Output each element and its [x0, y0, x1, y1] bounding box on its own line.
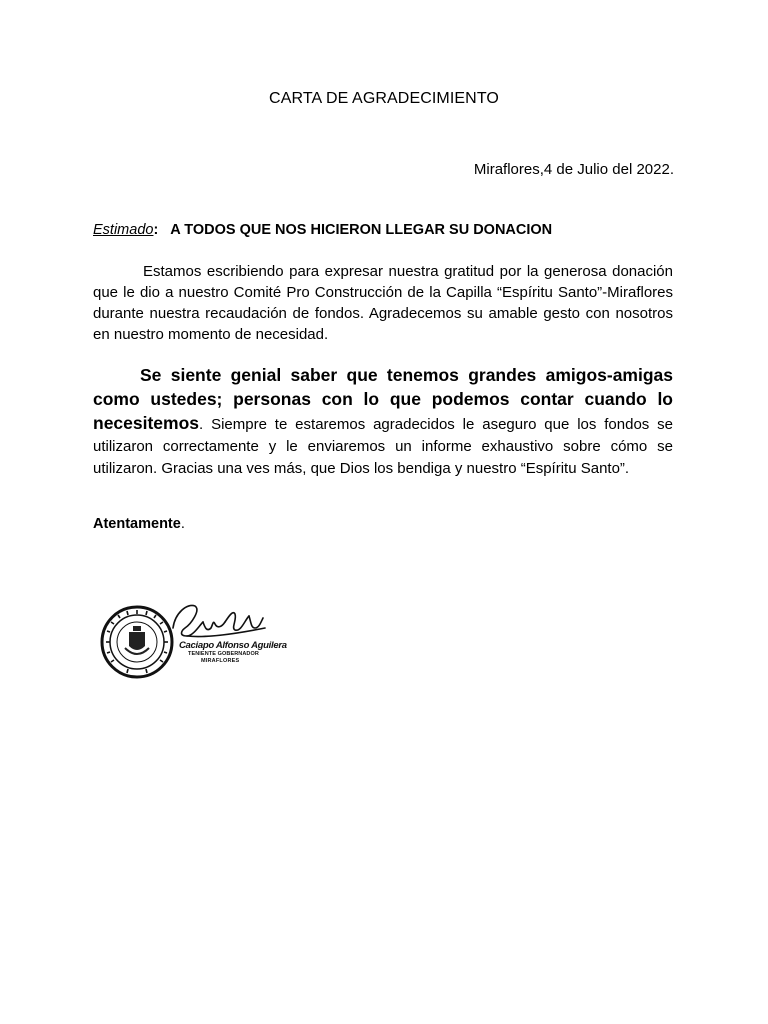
signature-name: Caciapo Alfonso Aguilera [179, 640, 287, 651]
closing-period: . [180, 516, 185, 532]
paragraph-2-emphasis: Se siente genial saber que tenemos grandes amigos-amigas como ustedes; personas con lo que podemos contar cuando lo necesitemos [93, 365, 673, 433]
signature-block [95, 598, 287, 682]
signature-place: MIRAFLORES [201, 658, 240, 664]
salutation-recipient: A TODOS QUE NOS HICIERON LLEGAR SU DONACION [170, 222, 553, 238]
salutation-colon: : [153, 222, 159, 238]
body-paragraph-1: Estamos escribiendo para expresar nuestra gratitud por la generosa donación que le dio a nuestro Comité Pro Construcción de la Capilla “Espíritu Santo”-Miraflores durante nuestra recaudación de fondos. Agradecemos su amable gesto con nosotros en nuestro momento de necesidad. [93, 263, 673, 343]
salutation [93, 222, 552, 238]
paragraph-2-rest: . Siempre te estaremos agradecidos le aseguro que los fondos se utilizaron correctamente y le enviaremos un informe exhaustivo sobre cómo se utilizaron. Gracias una ves más, que Dios los bendiga y nuestro “Espíritu Santo”. [93, 416, 673, 477]
body-paragraph-2 [93, 364, 673, 480]
salutation-label: Estimado [93, 222, 154, 238]
letter-date: Miraflores,4 de Julio del 2022. [473, 161, 674, 178]
closing [93, 516, 185, 532]
letter-title: CARTA DE AGRADECIMIENTO [269, 90, 499, 107]
signature-role: TENIENTE GOBERNADOR [188, 651, 259, 657]
closing-word: Atentamente [93, 516, 181, 532]
official-seal-icon [102, 607, 172, 677]
handwritten-signature-icon [173, 605, 265, 636]
